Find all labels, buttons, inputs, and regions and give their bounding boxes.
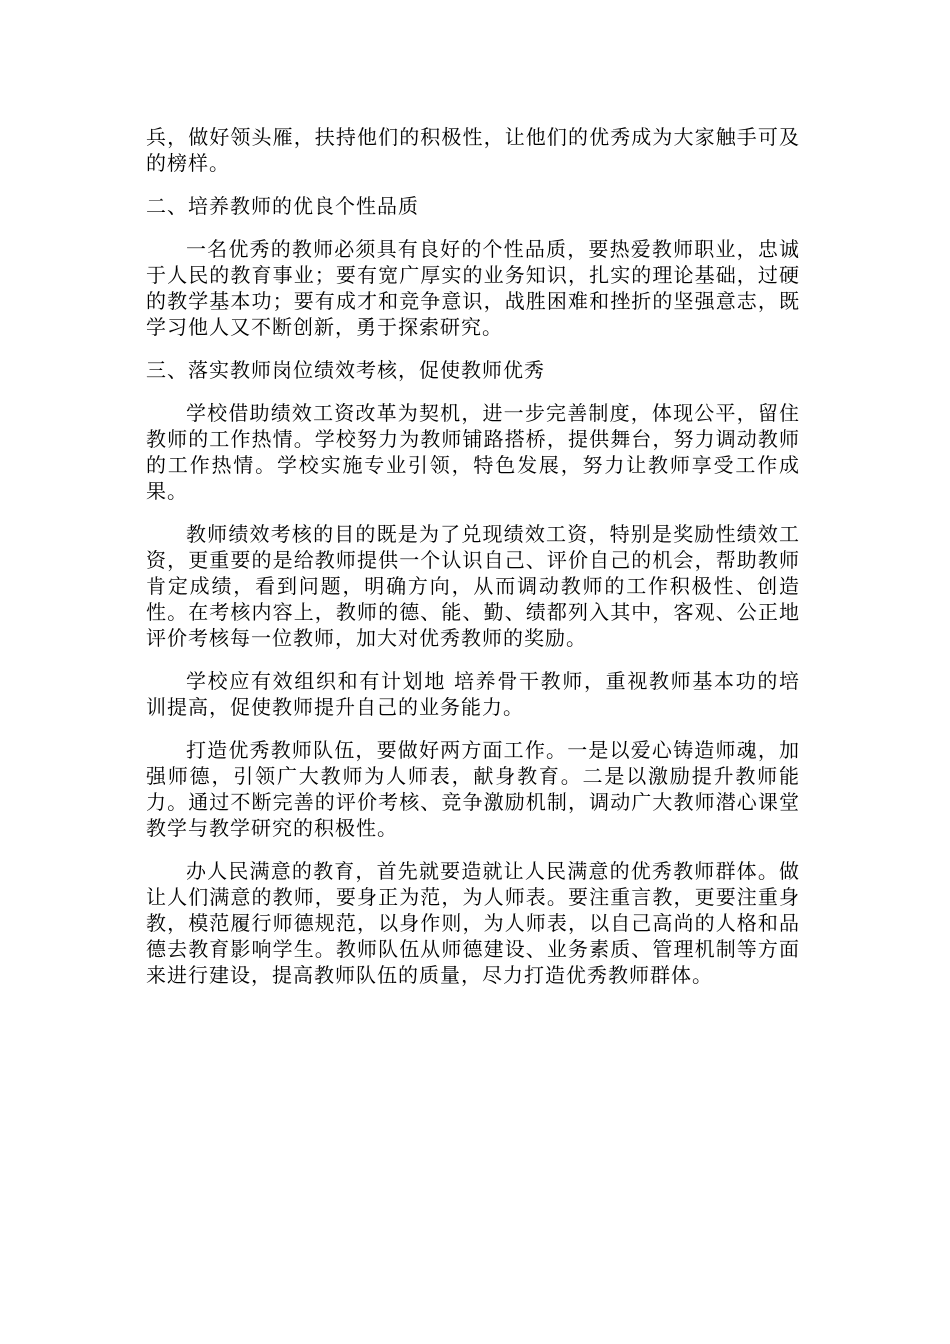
section-heading-2: 二、培养教师的优良个性品质 <box>146 194 419 218</box>
paragraph: 学校应有效组织和有计划地 培养骨干教师，重视教师基本功的培训提高，促使教师提升自己的业务能力。 <box>146 669 800 719</box>
paragraph: 教师绩效考核的目的既是为了兑现绩效工资，特别是奖励性绩效工资，更重要的是给教师提供一个认识自己、评价自己的机会，帮助教师肯定成绩，看到问题，明确方向，从而调动教师的工作积极性、创造性。在考核内容上，教师的德、能、勤、绩都列入其中，客观、公正地评价考核每一位教师，加大对优秀教师的奖励。 <box>146 522 800 650</box>
paragraph: 打造优秀教师队伍，要做好两方面工作。一是以爱心铸造师魂，加强师德，引领广大教师为人师表，献身教育。二是以激励提升教师能力。通过不断完善的评价考核、竞争激励机制，调动广大教师潜心课堂教学与教学研究的积极性。 <box>146 738 800 840</box>
paragraph: 办人民满意的教育，首先就要造就让人民满意的优秀教师群体。做让人们满意的教师，要身正为范，为人师表。要注重言教，更要注重身教，模范履行师德规范，以身作则，为人师表，以自己高尚的人格和品德去教育影响学生。教师队伍从师德建设、业务素质、管理机制等方面来进行建设，提高教师队伍的质量，尽力打造优秀教师群体。 <box>146 859 800 987</box>
document-body <box>146 124 800 1005</box>
paragraph: 一名优秀的教师必须具有良好的个性品质，要热爱教师职业，忠诚于人民的教育事业；要有宽广厚实的业务知识，扎实的理论基础，过硬的教学基本功；要有成才和竞争意识，战胜困难和挫折的坚强意志，既学习他人又不断创新，勇于探索研究。 <box>146 237 800 339</box>
paragraph-continuation: 兵，做好领头雁，扶持他们的积极性，让他们的优秀成为大家触手可及的榜样。 <box>146 125 800 175</box>
paragraph: 学校借助绩效工资改革为契机，进一步完善制度，体现公平，留住教师的工作热情。学校努力为教师铺路搭桥，提供舞台，努力调动教师的工作热情。学校实施专业引领，特色发展，努力让教师享受工作成果。 <box>146 401 800 503</box>
section-heading-3: 三、落实教师岗位绩效考核，促使教师优秀 <box>146 358 545 382</box>
